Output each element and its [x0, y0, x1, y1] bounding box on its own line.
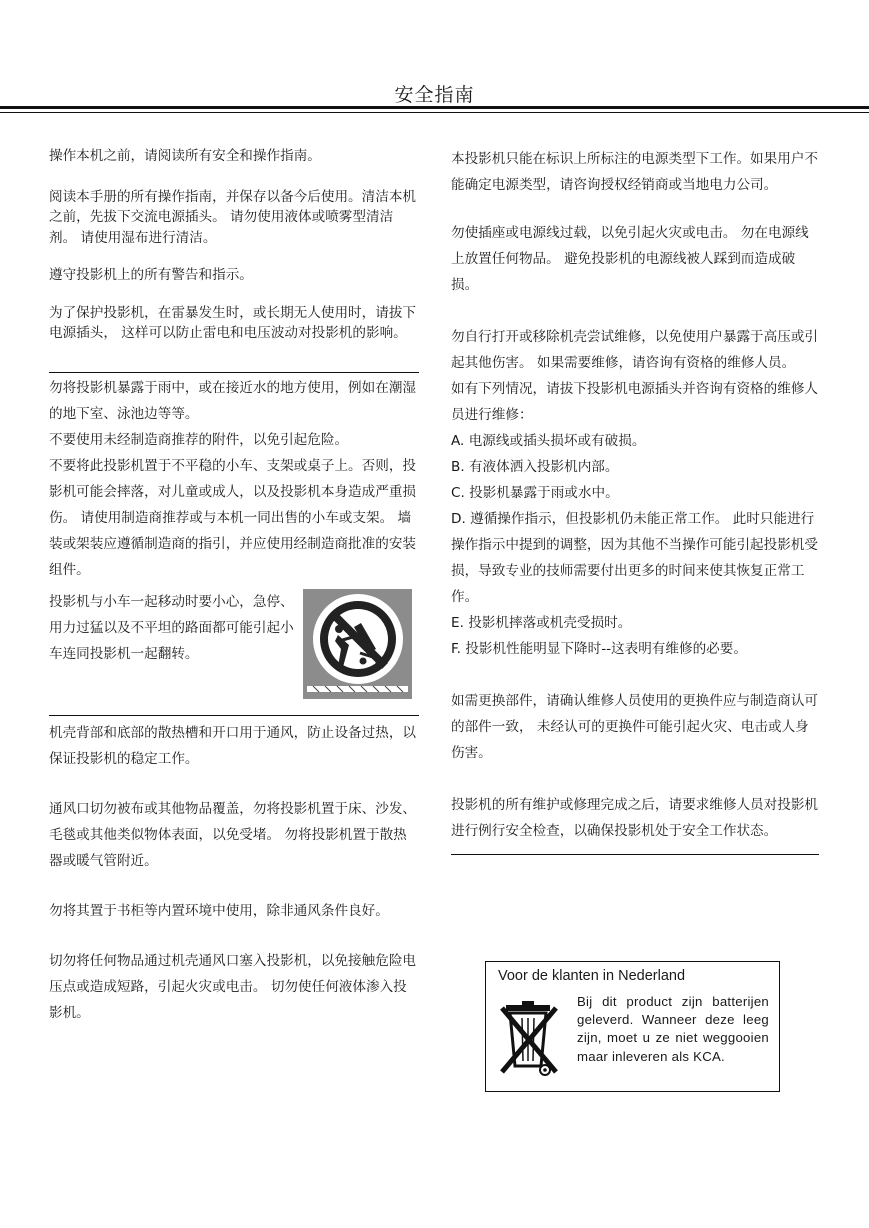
section-divider [451, 854, 819, 855]
header-rule-thin [0, 112, 869, 113]
list-item: A. 电源线或插头损坏或有破损。 [451, 433, 646, 449]
list-item: D. 遵循操作指示，但投影机仍未能正常工作。 此时只能进行操作指示中提到的调整，因为其他不当操作可能引起投影机受损，导致专业的技师需要付出更多的时间来使其恢复正常工作。 [451, 511, 819, 605]
left-column [49, 146, 419, 1026]
paragraph: 通风口切勿被布或其他物品覆盖，勿将投影机置于床、沙发、毛毯或其他类似物体表面，以免受堵。 勿将投影机置于散热器或暖气管附近。 [49, 800, 417, 869]
paragraph: 投影机的所有维护或修理完成之后，请要求维修人员对投影机进行例行安全检查，以确保投影机处于安全工作状态。 [451, 797, 819, 839]
paragraph: 切勿将任何物品通过机壳通风口塞入投影机，以免接触危险电压点或造成短路，引起火灾或电击。 切勿使任何液体渗入投影机。 [49, 952, 417, 1021]
paragraph: 如有下列情况，请拔下投影机电源插头并咨询有资格的维修人员进行维修： [451, 381, 819, 423]
list-item: B. 有液体洒入投影机内部。 [451, 459, 619, 475]
paragraph: 勿将其置于书柜等内置环境中使用，除非通风条件良好。 [49, 902, 389, 919]
paragraph: 为了保护投影机，在雷暴发生时，或长期无人使用时，请拔下电源插头， 这样可以防止雷电和电压波动对投影机的影响。 [49, 304, 417, 341]
battery-notice-box [485, 961, 780, 1092]
crossed-out-bin-icon [500, 994, 562, 1082]
paragraph: 如需更换部件，请确认维修人员使用的更换件应与制造商认可的部件一致， 未经认可的更换件可能引起火灾、电击或人身伤害。 [451, 693, 819, 761]
right-column [451, 146, 821, 855]
paragraph: 本投影机只能在标识上所标注的电源类型下工作。如果用户不能确定电源类型，请咨询授权经销商或当地电力公司。 [451, 151, 819, 193]
list-item: E. 投影机摔落或机壳受损时。 [451, 615, 632, 631]
paragraph: 不要将此投影机置于不平稳的小车、支架或桌子上。否则，投影机可能会摔落，对儿童或成人，以及投影机本身造成严重损伤。 请使用制造商推荐或与本机一同出售的小车或支架。 墙装或架装应遵循制造商的指引，并应使用经制造商批准的安装组件。 [49, 457, 417, 578]
paragraph: 阅读本手册的所有操作指南，并保存以备今后使用。清洁本机之前，先拔下交流电源插头。 请勿使用液体或喷雾型清洁剂。 请使用湿布进行清洁。 [49, 188, 417, 246]
header-rule [0, 106, 869, 109]
cart-warning-text: 投影机与小车一起移动时要小心，急停、用力过猛以及不平坦的路面都可能引起小车连同投影机一起翻转。 [49, 593, 294, 662]
cart-warning-block [49, 589, 419, 707]
paragraph: 勿将投影机暴露于雨中，或在接近水的地方使用，例如在潮湿的地下室、泳池边等等。 [49, 379, 417, 422]
notice-title: Voor de klanten in Nederland [498, 968, 686, 984]
paragraph: 勿自行打开或移除机壳尝试维修，以免使用户暴露于高压或引起其他伤害。 如果需要维修，请咨询有资格的维修人员。 [451, 329, 819, 371]
paragraph: 遵守投影机上的所有警告和指示。 [49, 267, 253, 283]
paragraph: 操作本机之前，请阅读所有安全和操作指南。 [49, 148, 321, 164]
page-title: 安全指南 [394, 84, 475, 106]
list-item: C. 投影机暴露于雨或水中。 [451, 485, 619, 501]
cart-tipover-warning-icon [303, 589, 412, 699]
paragraph: 机壳背部和底部的散热槽和开口用于通风，防止设备过热，以保证投影机的稳定工作。 [49, 724, 417, 767]
notice-body: Bij dit product zijn batterijen geleverd. Wanneer deze leeg zijn, moet u ze niet weggooien maar inleveren als KCA. [577, 994, 769, 1064]
list-item: F. 投影机性能明显下降时--这表明有维修的必要。 [451, 641, 747, 657]
paragraph: 不要使用未经制造商推荐的附件，以免引起危险。 [49, 431, 349, 448]
paragraph: 勿使插座或电源线过载，以免引起火灾或电击。 勿在电源线上放置任何物品。 避免投影机的电源线被人踩到而造成破损。 [451, 225, 809, 293]
